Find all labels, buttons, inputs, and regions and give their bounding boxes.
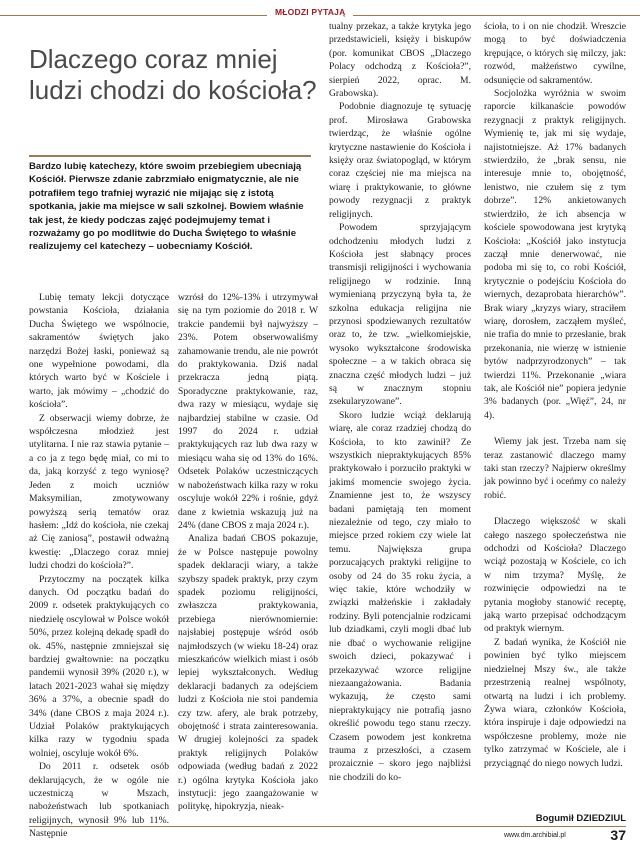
paragraph: Z obserwacji wiemy dobrze, że współczesna młodzież jest utylitarna. I nie raz stawia pytanie – a co ja z tego będę miał, co mi to da, jaką korzyść z tego wyniosę? Jeden z moich uczniów Maksymilian, zmotywowany powyższą serią tematów oraz hasłem: „Idź do kościoła, nie czekaj aż Cię zaniosą”, postawił odważną kwestię: „Dlaczego coraz mniej ludzi chodzi do kościoła?”. [29, 412, 169, 572]
article-lead: Bardzo lubię katechezy, które swoim przebiegiem ubecniają Kościół. Pierwsze zdanie zabrzmiało enigmatycznie, ale nie potrafiłem tego trafniej wyrazić nie mijając się z istotą spotkania, jakie ma miejsce w sali szkolnej. Bowiem właśnie tak jest, że kiedy podczas zajęć podejmujemy temat i rozważamy go po modlitwie do Ducha Świętego to właśnie realizujemy cel katechezy – uobecniamy Kościół. [29, 161, 304, 253]
paragraph: wzrósł do 12%-13% i utrzymywał się na tym poziomie do 2018 r. W trakcie pandemii był najwyższy – 23%. Potem obserwowaliśmy zahamowanie trendu, ale nie powrót do praktykowania. Dziś nadal przekracza jedną piątą. Sporadyczne praktykowanie, raz, dwa razy w miesiącu, wydaje się najbardziej stabilne w czasie. Od 1997 do 2024 r. udział praktykujących raz lub dwa razy w miesiącu waha się od 13% do 16%. Odsetek Polaków uczestniczących w nabożeństwach kilka razy w roku oscyluje wokół 22% i rośnie, gdyż dane z kwietnia wskazują już na 24% (dane CBOS z maja 2024 r.). [178, 292, 318, 531]
footer-divider [29, 826, 626, 827]
paragraph: Podobnie diagnozuje tę sytuację prof. Mirosława Grabowska twierdząc, że właśnie ogólne krytyczne nastawienie do Kościoła i księży oraz światopogląd, w którym coraz częściej nie ma miejsca na wiarę i praktykowanie, to główne powody rezygnacji z praktyk religijnych. [329, 101, 471, 220]
paragraph: Powodem sprzyjającym odchodzeniu młodych ludzi z Kościoła jest słabnący proces transmisji religijności i wychowania religijnego w rodzinie. Inną wymienianą przyczyną była ta, że szkolna edukacja religijna nie przynosi spodziewanych rezultatów oraz to, że tzw. „wielkomiejskie, wysoko wykształcone środowiska społeczne – a w takich obraca się znaczna część młodych ludzi – już są w znacznym stopniu zsekularyzowane”. [329, 222, 471, 408]
article-title: Dlaczego coraz mniej ludzi chodzi do kościoła? [29, 44, 317, 105]
text-column-1 [29, 291, 169, 841]
website-url: www.dm.archibial.pl [504, 832, 566, 839]
author-byline: Bogumił DZIEDZIUL [535, 813, 626, 824]
section-label: MŁODZI PYTAJĄ [267, 7, 353, 17]
title-divider [29, 155, 311, 157]
paragraph: ścioła, to i on nie chodził. Wreszcie mogą to być doświadczenia krępujące, o których się milczy, jak: rozwód, małżeństwo cywilne, odsunięcie od sakramentów. [484, 21, 626, 86]
paragraph: Przytoczmy na początek kilka danych. Od początku badań do 2009 r. odsetek praktykujących co niedzielę oscylował w Polsce wokół 50%, przez kolejną dekadę spadł do ok. 45%, następnie zmniejszał się bardziej gwałtownie: na początku pandemii wynosił 39% (2020 r.), w latach 2021-2023 wahał się między 36% a 37%, a obecnie spadł do 34% (dane CBOS z maja 2024 r.). Udział Polaków praktykujących kilka razy w tygodniu spada wolniej, oscyluje wokół 6%. [29, 573, 169, 759]
paragraph: Do 2011 r. odsetek osób deklarujących, że w ogóle nie uczestniczą w Mszach, nabożeństwach lub spotkaniach religijnych, wynosił 9% lub 11%. Następnie [29, 761, 169, 840]
paragraph: Socjolożka wyróżnia w swoim raporcie kilkanaście powodów rezygnacji z praktyk religijnych. Wymienię te, jak mi się wydaje, najistotniejsze. Aż 17% badanych stwierdziło, że „brak sensu, nie interesuje mnie to, obojętność, lenistwo, nie czułem się z tym dobrze”. 12% ankietowanych stwierdziło, że ich absencja w kościele spowodowana jest krytyką Kościoła: „Kościół jako instytucja zaczął mnie denerwować, nie podoba mi się to, co robi Kościół, krytycznie o podejściu Kościoła do wiernych, dezaprobata hierarchów”. Brak wiary „kryzys wiary, straciłem wiarę, dorosłem, zacząłem myśleć, nie trafia do mnie to przesłanie, brak przekonania, nie wierzę w istnienie bytów nadprzyrodzonych” – tak twierdzi 11%. Przekonanie „wiara tak, ale Kościół nie” popiera jedynie 3% badanych (por. „Więź”, 24, nr 4). [484, 88, 626, 421]
text-column-3 [329, 20, 471, 784]
text-column-2 [178, 291, 318, 814]
paragraph: Wiemy jak jest. Trzeba nam się teraz zastanowić dlaczego mamy taki stan rzeczy? Najpierw określmy jak powinno być i oceńmy co należy robić. [484, 436, 626, 501]
paragraph: Analiza badań CBOS pokazuje, że w Polsce następuje powolny spadek deklaracji wiary, a także szybszy spadek praktyk, przy czym spadek poziomu religijności, zwłaszcza praktykowania, przebiega nierównomiernie: najsłabiej postępuje wśród osób najmłodszych (w wieku 18-24) oraz mieszkańców wielkich miast i osób lepiej wykształconych. Według deklaracji badanych za odejściem ludzi z Kościoła nie stoi pandemia czy tzw. afery, ale brak potrzeby, obojętność i strata zainteresowania. W drugiej kolejności za spadek praktyk religijnych Polaków odpowiada (według badań z 2022 r.) ogólna krytyka Kościoła jako instytucji: jego zaangażowanie w politykę, hipokryzja, nieak- [178, 533, 318, 813]
paragraph: Z badań wynika, że Kościół nie powinien być tylko miejscem niedzielnej Mszy św., ale także przestrzenią realnej wspólnoty, otwartą na ludzi i ich problemy. Żywa wiara, członków Kościoła, która inspiruje i daje odpowiedzi na współczesne problemy, może nie tylko zatrzymać w Kościele, ale i przyciągnąć do niego nowych ludzi. [484, 636, 626, 769]
paragraph: Skoro ludzie wciąż deklarują wiarę, ale coraz rzadziej chodzą do Kościoła, to kto zawinił? Ze wszystkich niepraktykujących 85% praktykowało i porzuciło praktyki w jakimś momencie swojego życia. Znamienne jest to, że wszyscy badani pamiętają ten moment niezależnie od tego, czy miało to miejsce przed rokiem czy wiele lat temu. Największa grupa porzucających praktyki religijne to osoby od 24 do 35 roku życia, a więc takie, które wchodziły w związki małżeńskie i zakładały rodziny. Byli potencjalnie rodzicami lub dziadkami, czyli mogli dbać lub nie dbać o wychowanie religijne swoich dzieci, pokazywać i przekazywać wzorce religijne niezaangażowania. Badania wykazują, że często sami niepraktykujący nie potrafią jasno określić powodu tego stanu rzeczy. Czasem powodem jest konkretna trauma z przeszłości, a czasem prozaicznie – skoro jego najbliżsi nie chodzili do ko- [329, 409, 471, 783]
section-header [0, 0, 640, 16]
paragraph: tualny przekaz, a także krytyka jego przedstawicieli, księży i biskupów (por. komunikat CBOS „Dlaczego Polacy odchodzą z Kościoła?”, sierpień 2022, oprac. M. Grabowska). [329, 21, 471, 100]
text-column-4 [484, 20, 626, 770]
page-number: 37 [610, 827, 626, 843]
paragraph: Lubię tematy lekcji dotyczące powstania Kościoła, działania Ducha Świętego we wspólnocie, sakramentów świętych jako narzędzi Bożej łaski, ponieważ są one wypełnione powodami, dla których warto być w Kościele i warto, jak mówimy – „chodzić do kościoła”. [29, 292, 169, 411]
paragraph: Dlaczego większość w skali całego naszego społeczeństwa nie odchodzi od Kościoła? Dlaczego wciąż pozostają w Kościele, co ich w nim trzyma? Myślę, że rozwinięcie odpowiedzi na te pytania mogłoby stanowić receptę, jaką warto przepisać odchodzącym od praktyk wiernym. [484, 516, 626, 635]
